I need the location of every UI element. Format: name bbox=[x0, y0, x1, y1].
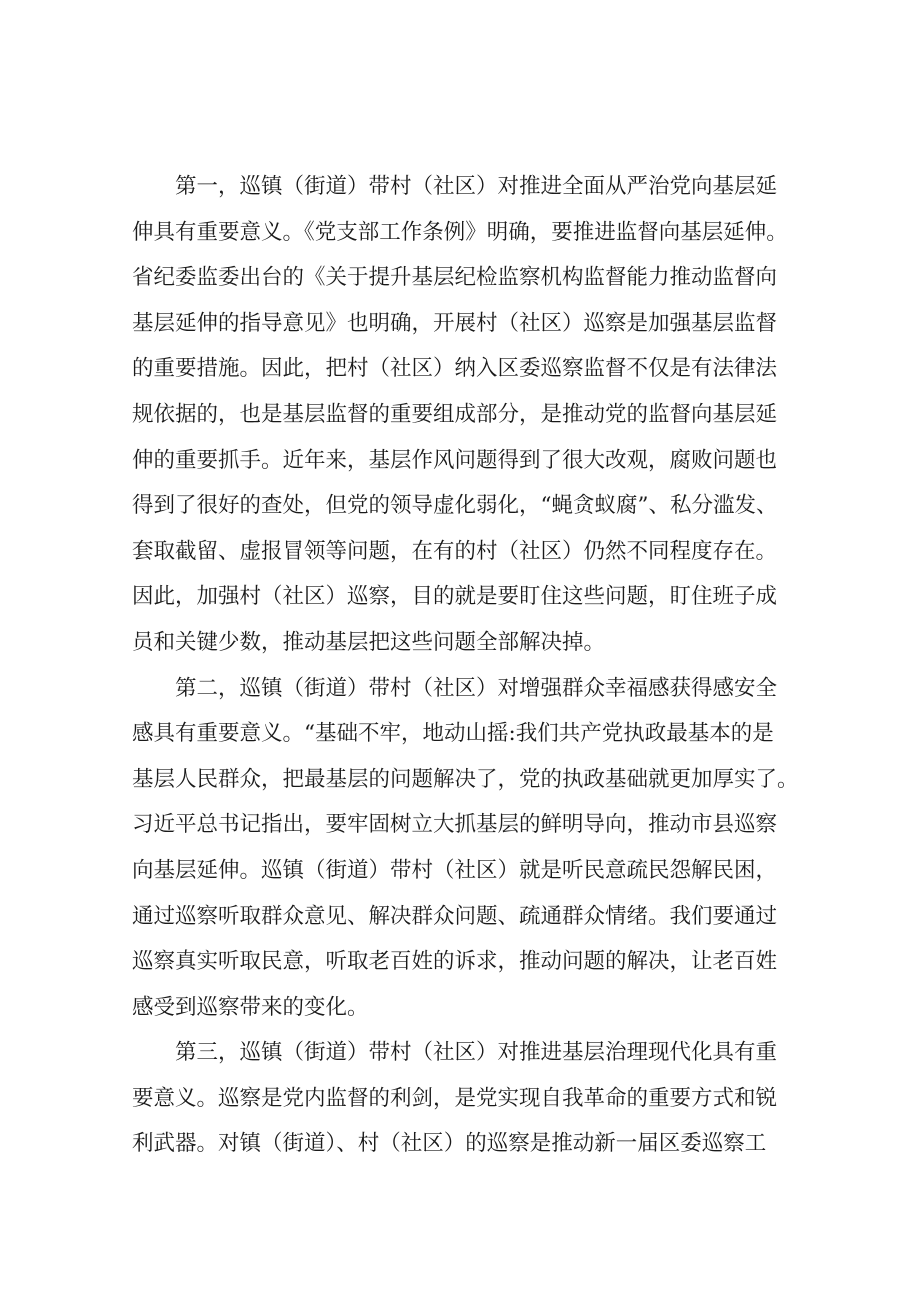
paragraph-line: 得到了很好的查处，但党的领导虚化弱化，“蝇贪蚁腐”、私分滥发、 bbox=[132, 493, 778, 519]
paragraph-line: 省纪委监委出台的《关于提升基层纪检监察机构监督能力推动监督向 bbox=[132, 265, 778, 291]
paragraph-line: 向基层延伸。巡镇（街道）带村（社区）就是听民意疏民怨解民困， bbox=[132, 857, 778, 883]
paragraph-line: 要意义。巡察是党内监督的利剑，是党实现自我革命的重要方式和锐 bbox=[132, 1085, 778, 1111]
paragraph-line: 习近平总书记指出，要牢固树立大抓基层的鲜明导向，推动市县巡察 bbox=[132, 812, 778, 838]
paragraph-line: 伸的重要抓手。近年来，基层作风问题得到了很大改观，腐败问题也 bbox=[132, 447, 778, 473]
paragraph-1 bbox=[132, 164, 822, 666]
paragraph-line: 利武器。对镇（街道）、村（社区）的巡察是推动新一届区委巡察工 bbox=[132, 1131, 767, 1157]
paragraph-3 bbox=[132, 1030, 822, 1167]
paragraph-line: 因此，加强村（社区）巡察，目的就是要盯住这些问题，盯住班子成 bbox=[132, 584, 778, 610]
paragraph-line: 第二，巡镇（街道）带村（社区）对增强群众幸福感获得感安全 bbox=[175, 675, 778, 701]
paragraph-line: 巡察真实听取民意，听取老百姓的诉求，推动问题的解决，让老百姓 bbox=[132, 949, 778, 975]
document-body bbox=[132, 164, 822, 1167]
paragraph-2 bbox=[132, 666, 822, 1031]
paragraph-line: 基层人民群众，把最基层的问题解决了，党的执政基础就更加厚实了。 bbox=[132, 766, 799, 792]
paragraph-line: 通过巡察听取群众意见、解决群众问题、疏通群众情绪。我们要通过 bbox=[132, 903, 778, 929]
paragraph-line: 基层延伸的指导意见》也明确，开展村（社区）巡察是加强基层监督 bbox=[132, 310, 778, 336]
paragraph-line: 伸具有重要意义。《党支部工作条例》明确，要推进监督向基层延伸。 bbox=[132, 219, 788, 245]
paragraph-line: 第三，巡镇（街道）带村（社区）对推进基层治理现代化具有重 bbox=[175, 1040, 778, 1066]
paragraph-line: 感受到巡察带来的变化。 bbox=[132, 994, 369, 1020]
paragraph-line: 套取截留、虚报冒领等问题，在有的村（社区）仍然不同程度存在。 bbox=[132, 538, 778, 564]
paragraph-line: 员和关键少数，推动基层把这些问题全部解决掉。 bbox=[132, 629, 606, 655]
paragraph-line: 的重要措施。因此，把村（社区）纳入区委巡察监督不仅是有法律法 bbox=[132, 356, 778, 382]
paragraph-line: 规依据的，也是基层监督的重要组成部分，是推动党的监督向基层延 bbox=[132, 401, 778, 427]
paragraph-line: 第一，巡镇（街道）带村（社区）对推进全面从严治党向基层延 bbox=[175, 174, 778, 199]
paragraph-line: 感具有重要意义。“基础不牢，地动山摇:我们共产党执政最基本的是 bbox=[132, 721, 774, 747]
